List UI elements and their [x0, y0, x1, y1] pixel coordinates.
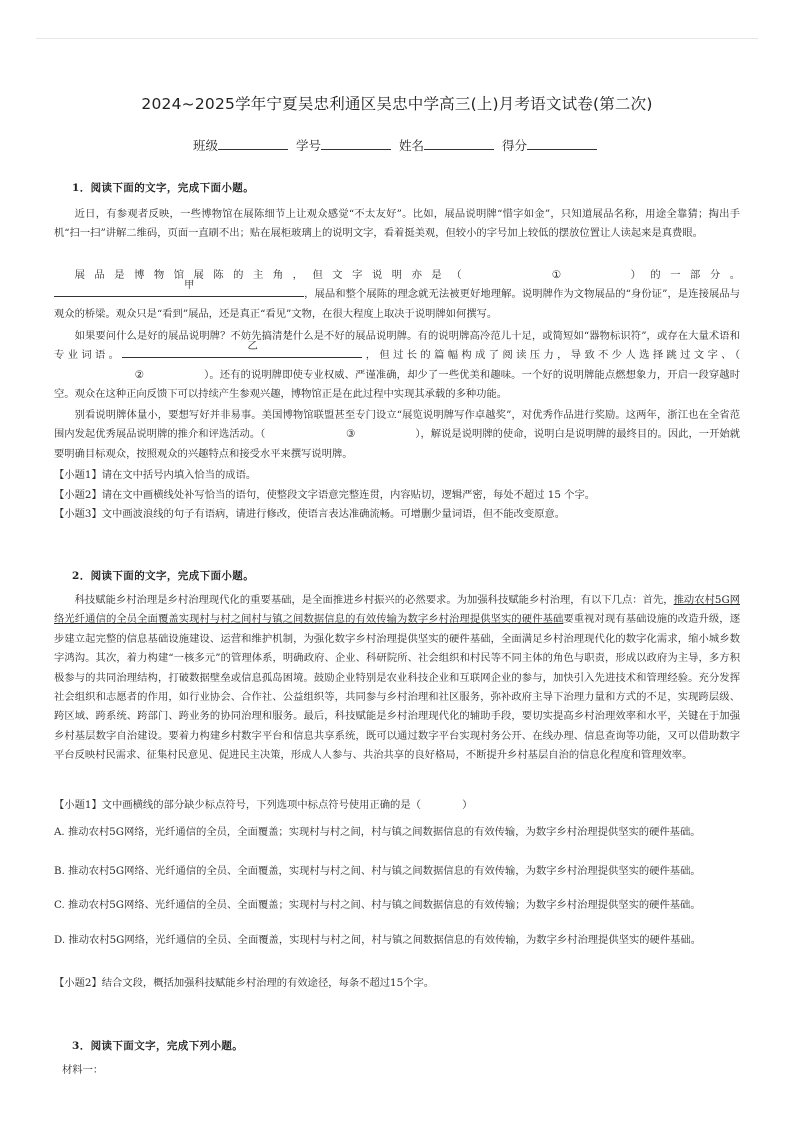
q1-p3-text-a: 如果要问什么是好的展品说明牌？不妨先搞清楚什么是不好的展品说明牌。有的说明牌高冷范儿十足，或简短如“器物标识符”，或存在大量术语和专业词语。: [54, 330, 740, 362]
blank-yi: [122, 340, 362, 358]
q2-underlined-sentence: 推动农村5G网络光纤通信的全员全面覆盖实现村与村之间村与镇之间数据信息的有效传输为数字乡村治理提供坚实的硬件基础: [54, 594, 741, 626]
number-field[interactable]: [321, 137, 391, 150]
blank-1-marker: ①: [551, 269, 561, 281]
name-field[interactable]: [424, 137, 494, 150]
question-1-heading: 1．阅读下面的文字，完成下面小题。: [72, 182, 255, 194]
q2-option-a: A. 推动农村5G网络，光纤通信的全员，全面覆盖；实现村与村之间，村与镇之间数据信息的有效传输，为数字乡村治理提供坚实的硬件基础。: [54, 826, 701, 838]
q1-p2-text-b: ）的一部分。: [621, 269, 741, 281]
q2-option-d: D. 推动农村5G网络，光纤通信的全员、全面覆盖，实现村与村之间，村与镇之间数据信息的有效传输，为数字乡村治理提供坚实的硬件基础。: [54, 934, 702, 946]
q1-p4-text-b: ），解说是说明牌的使命，说明白是说明牌的最终目的。因此，一开始就要明确目标观众，按照观众的兴趣特点和接受水平来撰写说明牌。: [54, 428, 740, 460]
question-3-heading: 3．阅读下面文字，完成下列小题。: [72, 1040, 244, 1052]
q1-paragraph-2: [54, 266, 740, 324]
q2-paragraph-1: [54, 591, 740, 766]
name-label: 姓名: [398, 138, 424, 153]
blank-jia-marker: 甲: [184, 279, 195, 291]
q2-option-b: B. 推动农村5G网络、光纤通信的全员、全面覆盖，实现村与村之间、村与镇之间数据信息的有效传输，为数字乡村治理提供坚实的硬件基础。: [54, 865, 701, 877]
blank-jia: [54, 279, 304, 297]
blank-yi-marker: 乙: [247, 340, 258, 352]
q1-p3-text-b: ，但过长的篇幅构成了阅读压力，导致不少人选择跳过文字、（: [362, 349, 740, 362]
class-field[interactable]: [218, 137, 288, 150]
question-2-heading: 2．阅读下面的文字，完成下面小题。: [72, 570, 255, 582]
q1-paragraph-3: [54, 327, 740, 405]
q1-p4-text-a: 别看说明牌体量小，要想写好并非易事。美国博物馆联盟甚至专门设立“展览说明牌写作卓越奖”，对优秀作品进行奖励。这两年，浙江也在全省范围内发起优秀展品说明牌的推介和评选活动。（: [54, 409, 740, 441]
q1-subquestion-1: 【小题1】请在文中括号内填入恰当的成语。: [54, 469, 257, 481]
blank-3-marker: ③: [345, 428, 356, 441]
q2-p1-text-a: 科技赋能乡村治理是乡村治理现代化的重要基础，是全面推进乡村振兴的必然要求。为加强科技赋能乡村治理，有以下几点：首先，: [74, 594, 674, 606]
q1-paragraph-4: [54, 406, 740, 464]
q2-option-c: C. 推动农村5G网络、光纤通信的全员、全面覆盖；实现村与村之间、村与镇之间数据信息的有效传输；为数字乡村治理提供坚实的硬件基础。: [54, 899, 701, 911]
q2-subquestion-1: 【小题1】文中画横线的部分缺少标点符号，下列选项中标点符号使用正确的是（ ）: [54, 799, 473, 811]
score-field[interactable]: [527, 137, 597, 150]
number-label: 学号: [295, 138, 321, 153]
blank-2-marker: ②: [134, 368, 144, 381]
student-info-row: [0, 136, 794, 154]
q1-p2-text-a: 展品是博物馆展陈的主角，但文字说明亦是（: [74, 269, 472, 281]
q3-material-1-label: 材料一：: [62, 1064, 104, 1076]
q1-subquestion-3: 【小题3】文中画波浪线的句子有语病，请进行修改，使语言表达准确流畅。可增删少量词语，但不能改变原意。: [54, 508, 566, 520]
q1-subquestion-2: 【小题2】请在文中画横线处补写恰当的语句，使整段文字语意完整连贯，内容贴切，逻辑严密，每处不超过 15 个字。: [54, 489, 596, 501]
q2-subquestion-2: 【小题2】结合文段，概括加强科技赋能乡村治理的有效途径，每条不超过15个字。: [54, 977, 435, 989]
q1-p3-text-c: ）。还有的说明牌即使专业权威、严谨准确，却少了一些优美和趣味。一个好的说明牌能点燃想象力，开启一段穿越时空。观众在这种正向反馈下可以持续产生参观兴趣，博物馆正是在此过程中实现其承载的多种功能。: [54, 368, 740, 401]
q2-p1-text-b: 要重视对现有基础设施的改造升级，逐步建立起完整的信息基础设施建设、运营和维护机制，为强化数字乡村治理提供坚实的硬件基础，全面满足乡村治理现代化的数字化需求，缩小城乡数字鸿沟。其次，着力构建“一核多元”的管理体系，明确政府、企业、科研院所、社会组织和村民等不同主体的角色与职责，形成以政府为主导，多方积极参与的共同治理结构，打破数据壁垒或信息孤岛困境。鼓励企业特别是农业科技企业和互联网企业的参与，加快引入先进技术和管理经验。充分发挥社会组织和志愿者的作用，如行业协会、合作社、公益组织等，共同参与乡村治理和社区服务，弥补政府主导下治理力量和方式的不足，实现跨层级、跨区域、跨系统、跨部门、跨业务的协同治理和服务。最后，科技赋能是乡村治理现代化的辅助手段，要切实提高乡村治理效率和水平，关键在于加强乡村基层数字自治建设。要着力构建乡村数字平台和信息共享系统，既可以通过数字平台实现村务公开、在线办理、信息查询等功能，又可以借助数字平台反映村民需求、征集村民意见、促进民主决策，形成人人参与、共治共享的良好格局，不断提升乡村基层自治的信息化程度和管理效率。: [54, 613, 740, 762]
q1-paragraph-1: 近日，有参观者反映，一些博物馆在展陈细节上让观众感觉“不太友好”。比如，展品说明牌“惜字如金”，只知道展品名称，用途全靠猜；掏出手机“扫一扫”讲解二维码，页面一直刷不出；贴在展柜玻璃上的说明文字，看着挺美观，但较小的字号加上较低的摆放位置让人读起来是真费眼。: [54, 208, 740, 240]
top-divider: [36, 38, 758, 39]
score-label: 得分: [501, 138, 527, 153]
page-title: 2024~2025学年宁夏吴忠利通区吴忠中学高三(上)月考语文试卷(第二次): [141, 95, 653, 113]
q1-p2-text-c: ，展品和整个展陈的理念就无法被更好地理解。说明牌作为文物展品的“身份证”，是连接展品与观众的桥梁。观众只是“看到”展品，还是真正“看见”文物，在很大程度上取决于说明牌如何撰写。: [54, 288, 740, 320]
class-label: 班级: [192, 138, 218, 153]
